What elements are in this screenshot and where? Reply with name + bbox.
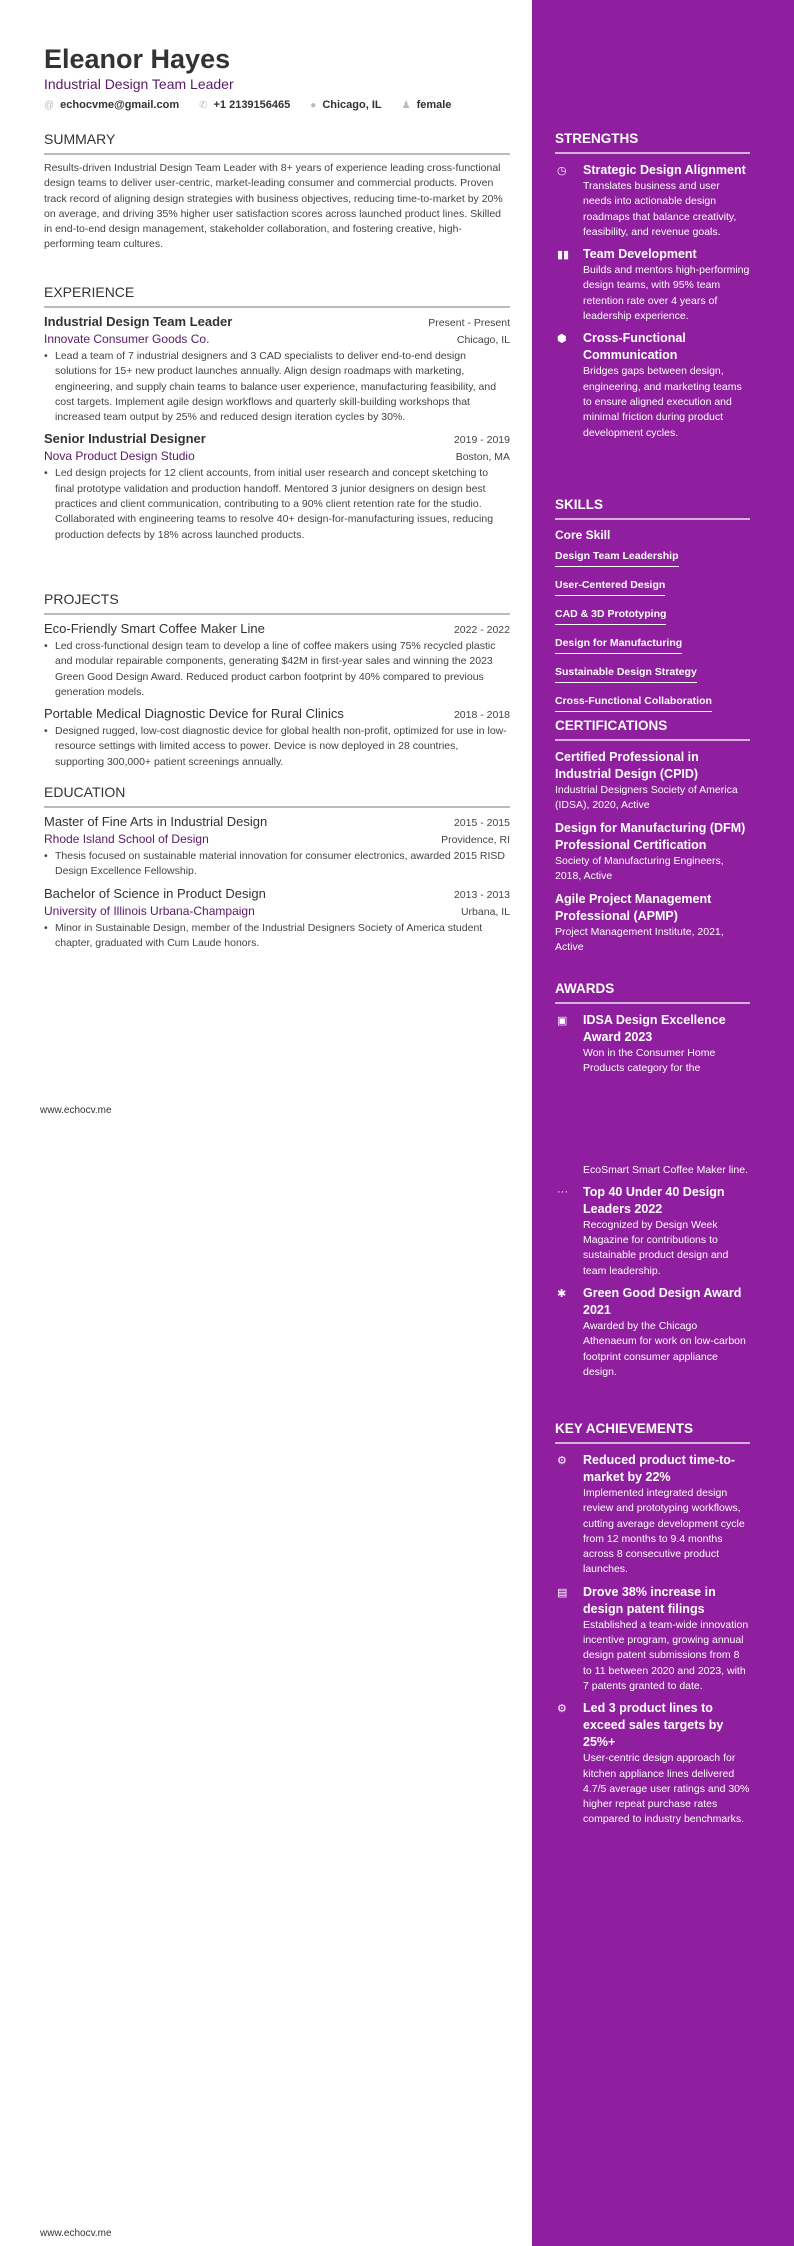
education-item [44, 886, 510, 952]
company: Innovate Consumer Goods Co. [44, 332, 210, 346]
project-bullet: • Led cross-functional design team to develop a line of coffee makers using 75% recycled plastic and modular repairable components, generating $42M in first-year sales and winning the 2023 Green Good Design Award. Reduced product carbon footprint by 40% compared to previous generation models. [44, 639, 510, 700]
project-item [44, 621, 510, 700]
section-heading: SUMMARY [44, 131, 510, 155]
contact-info [44, 99, 451, 111]
candidate-title: Industrial Design Team Leader [44, 76, 234, 92]
achievement-title: Reduced product time-to-market by 22% [583, 1453, 736, 1484]
project-dates: 2018 - 2018 [453, 709, 510, 722]
edu-location: Urbana, IL [460, 905, 510, 918]
strength-desc: Translates business and user needs into actionable design roadmaps that balance creativity, feasibility, and revenue goals. [583, 180, 737, 238]
experience-item [44, 314, 510, 425]
award-title: Green Good Design Award 2021 [583, 1286, 742, 1318]
award-desc: Recognized by Design Week Magazine for contributions to sustainable product design and team leadership. [583, 1218, 729, 1277]
certificate-icon: ▣ [557, 1015, 568, 1027]
award-desc: Awarded by the Chicago Athenaeum for work on low-carbon footprint consumer appliance design. [583, 1320, 746, 1378]
job-location: Chicago, IL [456, 334, 510, 346]
award-desc-continued: EcoSmart Smart Coffee Maker line. [583, 1163, 748, 1176]
job-title: Industrial Design Team Leader [44, 314, 233, 329]
phone[interactable]: +1 2139156465 [213, 99, 291, 111]
award-desc: Won in the Consumer Home Products category for the [583, 1047, 716, 1075]
footer-url[interactable]: www.echocv.me [40, 2228, 112, 2239]
education-item [44, 814, 510, 880]
achievement-item [555, 1452, 750, 1578]
edu-dates: 2013 - 2013 [453, 888, 510, 901]
experience-item [44, 431, 510, 542]
location-pin-icon: ● [310, 99, 317, 111]
footer-url[interactable]: www.echocv.me [40, 1105, 112, 1116]
skill-item: Cross-Functional Collaboration [555, 695, 712, 712]
section-heading: KEY ACHIEVEMENTS [555, 1421, 750, 1444]
project-dates: 2022 - 2022 [453, 624, 510, 636]
edu-location: Providence, RI [441, 834, 510, 846]
gear-icon: ⚙ [557, 1703, 567, 1716]
job-dates: 2019 - 2019 [453, 434, 510, 447]
achievement-title: Led 3 product lines to exceed sales targets by 25%+ [583, 1701, 724, 1750]
project-title: Portable Medical Diagnostic Device for Rural Clinics [44, 706, 344, 722]
cert-desc: Industrial Designers Society of America (IDSA), 2020, Active [555, 784, 738, 811]
achievement-title: Drove 38% increase in design patent filings [583, 1584, 716, 1616]
skill-item: CAD & 3D Prototyping [555, 608, 666, 625]
calendar-icon: ▤ [557, 1586, 568, 1599]
email[interactable]: echocvme@gmail.com [60, 99, 180, 111]
experience-section [44, 284, 510, 549]
school: University of Illinois Urbana-Champaign [44, 903, 255, 918]
section-heading: CERTIFICATIONS [555, 718, 750, 741]
job-dates: Present - Present [428, 317, 510, 329]
strength-title: Cross-Functional Communication [583, 331, 686, 363]
projects-section [44, 591, 510, 776]
cert-desc: Society of Manufacturing Engineers, 2018, Active [555, 855, 724, 882]
award-title: Top 40 Under 40 Design Leaders 2022 [583, 1184, 725, 1216]
project-title: Eco-Friendly Smart Coffee Maker Line [44, 621, 265, 636]
candidate-name: Eleanor Hayes [44, 44, 231, 74]
degree: Bachelor of Science in Product Design [44, 885, 266, 901]
certifications-section [555, 718, 750, 962]
award-title: IDSA Design Excellence Award 2023 [583, 1013, 726, 1044]
strength-desc: Builds and mentors high-performing design teams, with 95% team retention rate over 4 years of leadership experience. [583, 264, 750, 323]
strength-item [555, 246, 750, 324]
skill-item: Design Team Leadership [555, 550, 679, 567]
book-icon: ▮▮ [557, 249, 570, 262]
job-location: Boston, MA [455, 451, 510, 464]
certification-item [555, 820, 750, 884]
education-section [44, 784, 510, 957]
person-icon: ♟ [401, 99, 411, 111]
skills-section [555, 497, 750, 720]
section-heading: SKILLS [555, 497, 750, 520]
project-bullet: • Designed rugged, low-cost diagnostic device for global health non-profit, optimized for use in low-resource settings with limited access to power. Device is now deployed in 28 countries, supporting 300,000+ patient screenings annually. [44, 724, 510, 770]
section-heading: AWARDS [555, 981, 750, 1004]
gear-icon: ⚙ [557, 1455, 567, 1467]
achievement-desc: User-centric design approach for kitchen appliance lines delivered 4.7/5 average user ratings and 30% higher repeat purchase rates compared to industry benchmarks. [583, 1752, 750, 1826]
certification-item [555, 891, 750, 955]
certification-item [555, 749, 750, 813]
achievement-item [555, 1584, 750, 1694]
achievement-desc: Established a team-wide innovation incentive program, growing annual design patent submissions from 8 to 11 between 2020 and 2023, with 7 patents granted to date. [583, 1618, 749, 1692]
awards-section [555, 981, 750, 1386]
award-item [555, 1012, 750, 1178]
achievement-desc: Implemented integrated design review and prototyping workflows, cutting average development cycle from 12 months to 9.4 months across 8 consecutive product launches. [583, 1487, 745, 1576]
phone-icon: ✆ [199, 99, 208, 111]
skill-item: Sustainable Design Strategy [555, 666, 697, 683]
skill-item: Design for Manufacturing [555, 637, 682, 654]
cert-title: Certified Professional in Industrial Design (CPID) [555, 750, 699, 781]
project-item [44, 706, 510, 770]
strength-title: Strategic Design Alignment [583, 163, 746, 177]
location: Chicago, IL [322, 99, 382, 111]
strengths-section [555, 131, 750, 447]
ellipsis-icon: ··· [557, 1185, 568, 1198]
achievement-item [555, 1700, 750, 1827]
gender: female [416, 99, 452, 111]
strength-desc: Bridges gaps between design, engineering, and marketing teams to ensure aligned execution and minimal friction during product development cycles. [583, 365, 742, 439]
school: Rhode Island School of Design [44, 832, 209, 846]
summary-section [44, 131, 510, 253]
section-heading: PROJECTS [44, 591, 510, 615]
company: Nova Product Design Studio [44, 449, 195, 464]
cert-desc: Project Management Institute, 2021, Active [555, 926, 724, 953]
strength-item [555, 330, 750, 440]
achievements-section [555, 1421, 750, 1834]
job-bullet: • Led design projects for 12 client accounts, from initial user research and concept sketching to final prototype validation and production handoff. Mentored 3 junior designers on design best practices and client communication, contributing to a 90% client retention rate for the studio. Collaborated with engineering teams to resolve 40+ design-for-manufacturing issues, reducing production defects by 18% across launched products. [44, 466, 510, 542]
edu-bullet: • Minor in Sustainable Design, member of the Industrial Designers Society of America student chapter, graduated with Cum Laude honors. [44, 921, 510, 952]
cube-icon: ⬢ [557, 333, 567, 346]
strength-title: Team Development [583, 247, 697, 262]
job-bullet: • Lead a team of 7 industrial designers and 3 CAD specialists to deliver end-to-end design solutions for 15+ new product launches annually. Align design roadmaps with marketing, engineering, and supply chain teams to balance user experience, manufacturing feasibility, and cost targets. Implement agile design workflows and quarterly skill-building workshops that increased team output by 25% and reduced design iteration cycles by 30%. [44, 349, 510, 425]
section-heading: STRENGTHS [555, 131, 750, 154]
at-icon: @ [44, 99, 55, 111]
section-heading: EXPERIENCE [44, 284, 510, 308]
skill-item: User-Centered Design [555, 579, 665, 596]
award-item [555, 1184, 750, 1279]
bug-icon: ✱ [557, 1288, 567, 1301]
summary-text: Results-driven Industrial Design Team Leader with 8+ years of experience leading cross-functional design teams to deliver user-centric, market-leading consumer and commercial products. Proven track record of aligning design strategies with business objectives, reducing time-to-market by 20% on average, and driving 35% higher user satisfaction scores across launched product lines. Skilled in end-to-end design management, stakeholder collaboration, and fostering creative, high-performing team cultures. [44, 162, 503, 251]
edu-dates: 2015 - 2015 [453, 817, 510, 829]
section-heading: EDUCATION [44, 784, 510, 808]
award-item [555, 1285, 750, 1380]
cert-title: Agile Project Management Professional (APMP) [555, 892, 712, 923]
core-skill-label: Core Skill [555, 528, 611, 542]
degree: Master of Fine Arts in Industrial Design [44, 814, 268, 829]
cert-title: Design for Manufacturing (DFM) Professional Certification [555, 821, 746, 852]
clock-icon: ◷ [557, 165, 567, 177]
edu-bullet: • Thesis focused on sustainable material innovation for consumer electronics, awarded 2015 RISD Design Excellence Fellowship. [44, 849, 510, 880]
strength-item [555, 162, 750, 240]
job-title: Senior Industrial Designer [44, 431, 206, 447]
